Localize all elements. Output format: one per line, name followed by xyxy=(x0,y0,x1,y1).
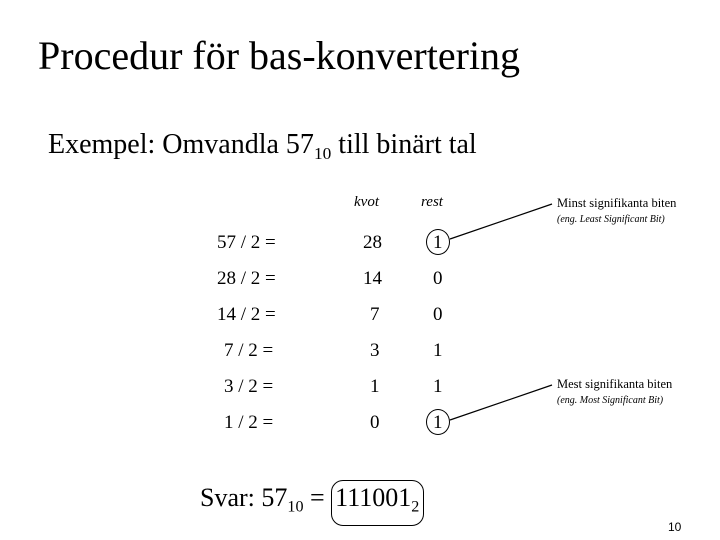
quotient-row-4: 3 xyxy=(370,340,380,361)
remainder-row-5: 1 xyxy=(433,376,443,397)
remainder-row-3: 0 xyxy=(433,304,443,325)
division-row-6: 1 / 2 = xyxy=(224,412,274,433)
quotient-header: kvot xyxy=(354,194,379,210)
lsb-pointer-line xyxy=(450,204,552,239)
answer-equals: = xyxy=(303,483,332,512)
answer-base-out: 2 xyxy=(411,498,420,516)
example-suffix: till binärt tal xyxy=(331,129,477,160)
quotient-row-1: 28 xyxy=(363,232,382,253)
example-base: 10 xyxy=(313,144,332,164)
division-row-3: 14 / 2 = xyxy=(217,304,276,325)
division-row-5: 3 / 2 = xyxy=(224,376,274,397)
remainder-row-6: 1 xyxy=(433,412,443,433)
answer-result-box xyxy=(331,480,424,526)
slide-title: Procedur för bas-konvertering xyxy=(38,33,521,78)
answer-base-in: 10 xyxy=(287,498,304,516)
division-row-4: 7 / 2 = xyxy=(224,340,274,361)
example-prefix: Exempel: Omvandla 57 xyxy=(48,129,314,160)
answer-value: 111001 xyxy=(335,483,412,512)
remainder-header: rest xyxy=(421,194,443,210)
answer-prefix: Svar: 57 xyxy=(200,483,288,512)
quotient-row-5: 1 xyxy=(370,376,380,397)
quotient-row-2: 14 xyxy=(363,268,382,289)
page-number: 10 xyxy=(668,520,682,534)
lsb-note: Minst signifikanta biten xyxy=(557,196,677,210)
msb-note-english: (eng. Most Significant Bit) xyxy=(557,395,664,406)
msb-note: Mest signifikanta biten xyxy=(557,377,673,391)
remainder-row-2: 0 xyxy=(433,268,443,289)
quotient-row-6: 0 xyxy=(370,412,380,433)
remainder-row-4: 1 xyxy=(433,340,443,361)
lsb-note-english: (eng. Least Significant Bit) xyxy=(557,214,665,225)
division-row-1: 57 / 2 = xyxy=(217,232,276,253)
division-row-2: 28 / 2 = xyxy=(217,268,276,289)
quotient-row-3: 7 xyxy=(370,304,380,325)
msb-pointer-line xyxy=(450,385,552,420)
answer xyxy=(200,480,424,526)
remainder-row-1: 1 xyxy=(433,232,443,253)
